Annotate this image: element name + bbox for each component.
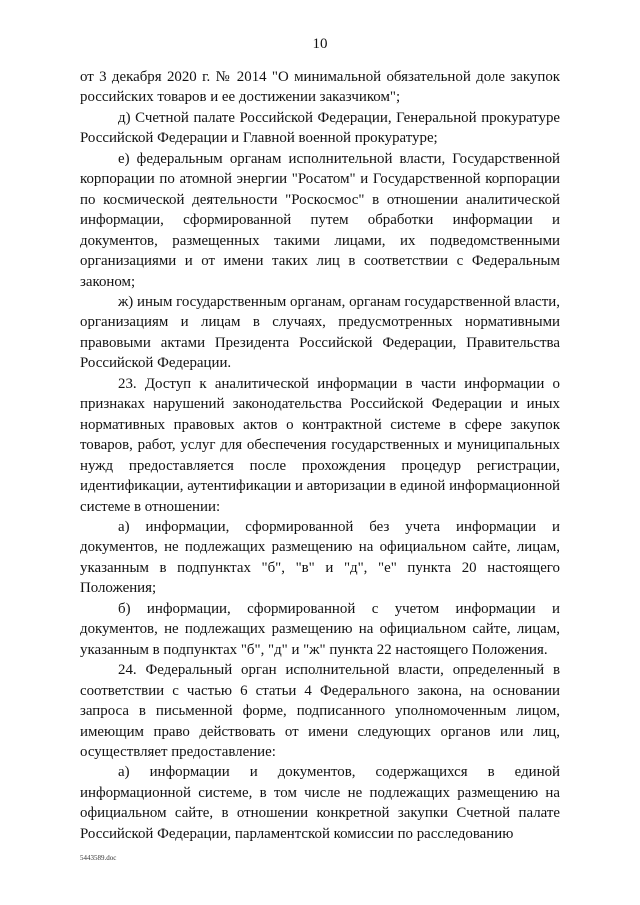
page-number: 10 bbox=[312, 36, 328, 52]
paragraph-clause-23: 23. Доступ к аналитической информации в части информации о признаках нарушений законодательства Российской Федерации и иных нормативных правовых актов о контрактной системе в сфере закупок товаров, работ, услуг для обеспечения государственных и муниципальных нужд предоставляется после прохождения процедур регистрации, идентификации, аутентификации и авторизации в единой информационной системе в отношении: bbox=[80, 375, 560, 515]
document-body bbox=[80, 67, 560, 844]
footer-filename: 5443589.doc bbox=[80, 854, 117, 862]
paragraph-item-e: е) федеральным органам исполнительной власти, Государственной корпорации по атомной энергии "Росатом" и Государственной корпорации по космической деятельности "Роскосмос" в отношении аналитической информации, сформированной путем обработки информации и документов, размещенных такими лицами, их подведомственными организациями и от имени таких лиц в соответствии с Федеральным законом; bbox=[80, 150, 560, 290]
paragraph-clause-24: 24. Федеральный орган исполнительной власти, определенный в соответствии с частью 6 статьи 4 Федерального закона, на основании запроса в письменной форме, подписанного уполномоченным лицом, имеющим право действовать от имени следующих органов или лиц, осуществляет предоставление: bbox=[80, 662, 560, 760]
paragraph-clause-23-b: б) информации, сформированной с учетом информации и документов, не подлежащих размещению на официальном сайте, лицам, указанным в подпунктах "б", "д" и "ж" пункта 22 настоящего Положения. bbox=[80, 600, 560, 658]
paragraph-clause-23-a: а) информации, сформированной без учета информации и документов, не подлежащих размещению на официальном сайте, лицам, указанным в подпунктах "б", "в" и "д", "е" пункта 20 настоящего Положения; bbox=[80, 518, 560, 597]
paragraph-item-d: д) Счетной палате Российской Федерации, Генеральной прокуратуре Российской Федерации и Главной военной прокуратуре; bbox=[80, 109, 560, 147]
paragraph-clause-24-a: а) информации и документов, содержащихся в единой информационной системе, в том числе не подлежащих размещению на официальном сайте, в отношении конкретной закупки Счетной палате Российской Федерации, парламентской комиссии по расследованию bbox=[80, 764, 560, 842]
paragraph-continuation: от 3 декабря 2020 г. № 2014 "О минимальной обязательной доле закупок российских товаров и ее достижении заказчиком"; bbox=[80, 69, 560, 106]
paragraph-item-zh: ж) иным государственным органам, органам государственной власти, организациям и лицам в случаях, предусмотренных нормативными правовыми актами Президента Российской Федерации, Правительства Российской Федерации. bbox=[80, 293, 560, 372]
